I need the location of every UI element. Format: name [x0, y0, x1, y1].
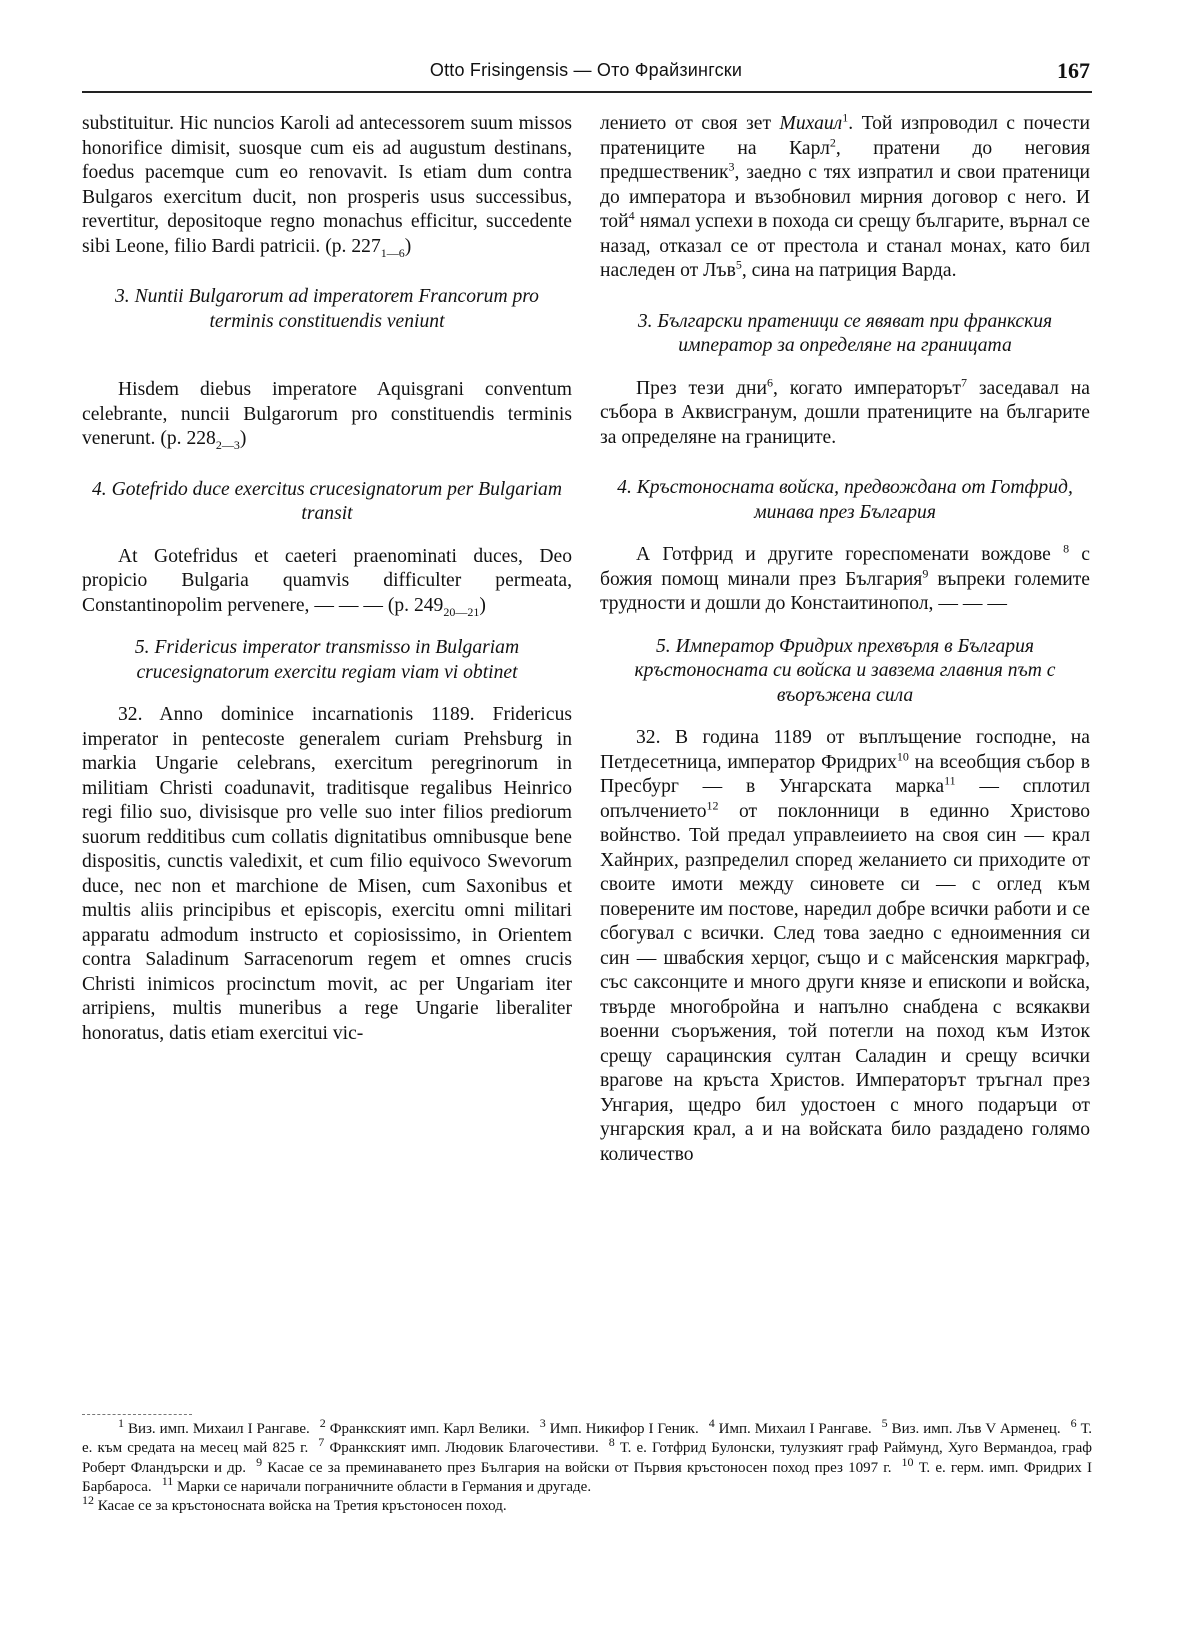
footnote-number: 4 — [708, 1416, 715, 1430]
footnote-text: Франкският имп. Людовик Благочестиви. — [329, 1440, 599, 1457]
footnote-text: Виз. имп. Михаил I Рангаве. — [127, 1421, 310, 1437]
footnote-number: 12 — [82, 1493, 94, 1508]
footnote-ref[interactable]: 4 — [628, 208, 635, 223]
page-reference: 20—21 — [443, 604, 480, 619]
latin-paragraph-1: substituitur. Hic nuncios Karoli ad antecessorem suum missos honorifice dimisit, suosque cum eis ad augustum destinans, foedus pacemque cum eo renovavit. Is etiam dum contra Bulgaros exercitum ducit, non prosperis usus successibus, revertitur, depositoque regno monachus efficitur, succedente sibi Leone, filio Bardi patricii. (p. $227_{1—6}$) — [82, 113, 572, 260]
footnote-ref[interactable]: 6 — [767, 374, 774, 389]
text: въпреки големите трудности и дошли до Констаитинопол, — — — — [600, 568, 1090, 614]
footnote-text: Т. е. Готфрид Булонски, тулузкият граф Раймунд, Хуго Вермандоа, граф Роберт Фландърски и др. — [82, 1440, 1093, 1476]
footnote-number: 3 — [539, 1416, 546, 1430]
latin-heading-3: 3. Nuntii Bulgarorum ad imperatorem Francorum pro terminis constituendis veniunt — [115, 286, 539, 332]
footnote-text: Т. е. герм. имп. Фридрих I Барбароса. — [82, 1459, 1092, 1495]
text: — сплотил опълчението — [600, 776, 1091, 822]
bulgarian-heading-5: 5. Император Фридрих прехвърля в България кръстоносната си войска и завзема главния път с въоръжена сила — [634, 635, 1056, 706]
latin-paragraph-4: At Gotefridus et caeteri praenominati duces, Deo propicio Bulgaria quamvis difficulter permeata, Constantinopolim pervenere, — — — (p. $249_{20—21}$) — [82, 545, 572, 619]
footnote-ref[interactable]: 10 — [896, 748, 909, 763]
bulgarian-heading-4: 4. Кръстоносната войска, предвождана от Готфрид, минава през България — [617, 477, 1073, 523]
latin-paragraph-3: Hisdem diebus imperatore Aquisgrani conventum celebrante, nuncii Bulgarorum pro constituendis terminis venerunt. (p. $228_{2—3}$) — [82, 379, 572, 452]
footnote-text: Виз. имп. Лъв V Арменец. — [891, 1421, 1061, 1437]
bulgarian-paragraph-5 — [600, 726, 1090, 1167]
footnote-ref[interactable]: 2 — [829, 134, 836, 149]
footnote-text: Франкският имп. Карл Велики. — [329, 1421, 530, 1437]
text: , заедно с тях изпратил и свои пратеници до императора и възобновил мирния договор с него. И той — [600, 162, 1090, 232]
text: нямал успехи в похода си срещу българите, върнал се назад, отказал се от престола и станал монах, като бил наследен от Лъв — [600, 211, 1090, 281]
latin-heading-4: 4. Gotefrido duce exercitus crucesignatorum per Bulgariam transit — [92, 478, 562, 524]
footnote-block — [82, 1416, 1093, 1516]
text: , когато императорът — [773, 377, 961, 399]
footnote-text: Касае се за кръстоносната войска на Третия кръстоносен поход. — [97, 1498, 507, 1515]
footnote-text: Касае се за преминаването през България на войски от Първия кръстоносен поход през 1097 г. — [267, 1459, 892, 1476]
footnote — [256, 1454, 892, 1476]
footnote-number: 6 — [1070, 1416, 1077, 1430]
latin-heading-5: 5. Fridericus imperator transmisso in Bulgariam crucesignatorum exercitu regiam viam vi obtinet — [134, 637, 520, 683]
header-rule — [82, 91, 1092, 93]
text: 32. В година 1189 от въплъщение господне, на Петдесетница, император Фридрих — [600, 727, 1090, 773]
footnote-separator — [82, 1414, 192, 1415]
footnote-text: Имп. Никифор I Геник. — [549, 1421, 699, 1437]
footnote-ref[interactable]: 12 — [706, 797, 719, 812]
footnote — [708, 1416, 872, 1437]
footnote-number: 11 — [161, 1473, 174, 1488]
text: През тези дни — [636, 377, 768, 399]
text: , сина на патриция Варда. — [741, 260, 957, 281]
bulgarian-paragraph-3 — [600, 374, 1090, 451]
footnote-number: 8 — [608, 1435, 615, 1450]
text: заседавал на събора в Аквисгранум, дошли пратениците на българите за определяне на границите. — [600, 377, 1090, 448]
footnote-number: 5 — [881, 1416, 888, 1430]
footnote-text: Т. е. към средата на месец май 825 г. — [82, 1421, 1092, 1457]
footnote — [161, 1473, 592, 1495]
bulgarian-heading-3: 3. Български пратеници се явяват при франкския император за определяне на границата — [637, 310, 1053, 356]
footnote — [881, 1416, 1061, 1437]
footnote-text: Марки се наричали пограничните области в Германия и другаде. — [177, 1478, 592, 1495]
footnote — [539, 1416, 699, 1437]
footnote-ref[interactable]: 5 — [735, 257, 742, 272]
page-reference: 2—3 — [215, 437, 240, 452]
text: от поклонници в единно Христово войнство. Той предал управлеиието на своя син — крал Хайнрих, разпределил според желанието си приходите от своите имоти между синовете си — с оглед към поверените им постове, наредил добре всички работи и се сбогувал с всички. След това заедно с едноименния си син — швабския херцог, също и с майсенския маркграф, със саксонците и много други князе и епископи и войска, твърде многобройна и напълно снабдена с всякакви военни съоръжения, той потегли на поход към Изток срещу сарацинския султан Саладин и срещу всички врагове на кръста Христов. Императорът тръгнал през Унгария, щедро бил удостоен с много подаръци от унгарския крал, а и на войската било раздадено голямо количество — [600, 800, 1090, 1165]
footnote — [82, 1493, 507, 1515]
footnote — [319, 1416, 530, 1437]
footnote — [118, 1416, 310, 1437]
footnote-ref[interactable]: 9 — [922, 565, 929, 580]
footnote-number: 7 — [318, 1435, 325, 1450]
text: на всеобщия събор в Пресбург — в Унгарската марка — [600, 751, 1090, 797]
footnote-ref[interactable]: 7 — [960, 374, 967, 389]
text: с божия помощ минали през България — [600, 544, 1090, 590]
latin-column — [82, 112, 572, 1046]
latin-text: At Gotefridus et caeteri praenominati duces, Deo propicio Bulgaria quamvis difficulter permeata, Constantinopolim pervenere, — — — (p. 249 — [82, 545, 572, 616]
text: А Готфрид и другите гореспоменати вождове — [636, 544, 1064, 565]
footnote — [318, 1435, 599, 1457]
footnote-ref[interactable]: 8 — [1063, 541, 1070, 556]
text: , пратени до неговия предшественик — [600, 137, 1090, 183]
page-header — [82, 58, 1090, 88]
latin-text: Hisdem diebus imperatore Aquisgrani conventum celebrante, nuncii Bulgarorum pro constituendis terminis venerunt. (p. 228 — [82, 379, 572, 449]
footnote-number: 2 — [319, 1416, 326, 1430]
page-reference: 1—6 — [380, 245, 405, 260]
footnote-number: 9 — [256, 1454, 263, 1469]
text: . Той изпроводил с почести пратениците на Карл — [600, 113, 1090, 159]
page-number: 167 — [1057, 58, 1090, 83]
bulgarian-paragraph-4 — [600, 543, 1090, 617]
footnote-ref[interactable]: 1 — [842, 110, 849, 125]
footnote-number: 1 — [118, 1416, 124, 1430]
text: лението от своя зет — [600, 113, 780, 134]
footnote-ref[interactable]: 11 — [944, 773, 956, 788]
bulgarian-paragraph-1 — [600, 112, 1090, 284]
footnote-ref[interactable]: 3 — [728, 159, 735, 174]
latin-paragraph-5: 32. Anno dominice incarnationis 1189. Fridericus imperator in pentecoste generalem curiam Prehsburg in markia Ungarie celebrans, exercitum peregrinorum in militiam Christi coadunavit, traditisque regalibus Heinrico regi filio suo, divisisque pro velle suo inter filios prediorum suorum redditibus cum collatis dignitatibus omnibusque bene dispositis, cunctis valedixit, et cum filio equivoco Swevorum duce, nec non et marchione de Misen, cum Saxonibus et multis aliis principibus et episcopis, exercitu omni militari apparatu admodum instructo et copiosissimo, in Orientem contra Saladinum Sarracenorum regem et omnes crucis Christi inimicos procinctum movit, ac per Ungariam iter arripiens, multis muneribus a rege Ungarie liberaliter honoratus, datis etiam exercitui vic- — [82, 704, 572, 1044]
footnote-number: 10 — [901, 1454, 914, 1469]
name-italic: Михаил — [779, 113, 843, 134]
bulgarian-column — [600, 112, 1090, 1167]
footnotes — [82, 1416, 1093, 1516]
running-title: Otto Frisingensis — Ото Фрайзингски — [429, 60, 743, 80]
latin-text: substituitur. Hic nuncios Karoli ad antecessorem suum missos honorifice dimisit, suosque cum eis ad augustum destinans, foedus pacemque cum eo renovavit. Is etiam dum contra Bulgaros exercitum ducit, non prosperis usus successibus, revertitur, depositoque regno monachus efficitur, succedente sibi Leone, filio Bardi patricii. (p. 227 — [82, 113, 572, 257]
footnote-text: Имп. Михаил I Рангаве. — [718, 1421, 872, 1437]
